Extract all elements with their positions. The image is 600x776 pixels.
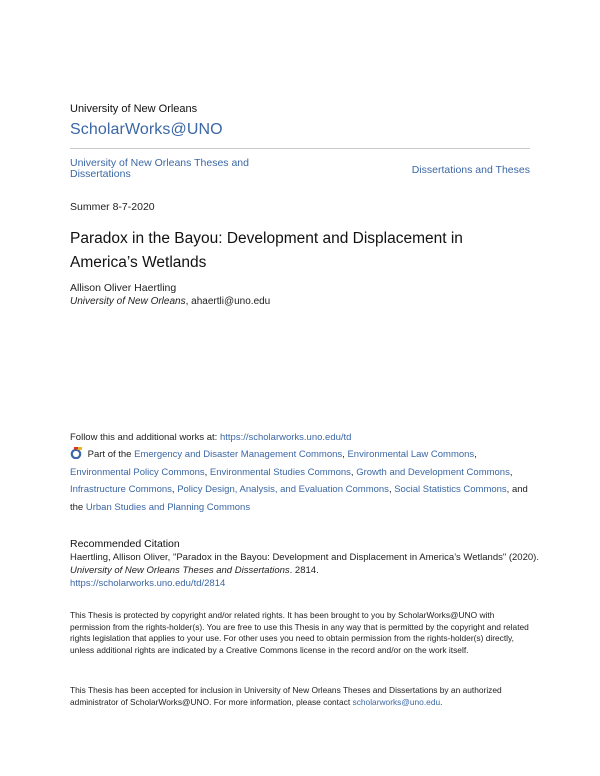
follow-line (70, 432, 351, 443)
author-name: Allison Oliver Haertling (70, 282, 177, 294)
commons-link[interactable]: Environmental Studies Commons (209, 466, 351, 478)
citation-heading: Recommended Citation (70, 538, 180, 550)
rights-statement: This Thesis is protected by copyright and/or related rights. It has been brought to you by ScholarWorks@UNO with permission from the rights-holder(s). You are free to use this Thesis in any way that is permitted by the copyright and related rights legislation that applies to your use. For other uses you need to obtain permission from the rights-holder(s) directly, unless additional rights are indicated by a Creative Commons license in the record and/or on the work itself. (70, 610, 529, 655)
header-divider (70, 148, 530, 149)
series-link[interactable]: Dissertations and Theses (411, 164, 530, 176)
affiliation-name: University of New Orleans (70, 296, 186, 307)
citation-number: . 2814. (289, 565, 319, 576)
citation-url[interactable]: https://scholarworks.uno.edu/td/2814 (70, 578, 226, 589)
follow-link[interactable]: https://scholarworks.uno.edu/td (219, 432, 352, 443)
author-email: , ahaertli@uno.edu (185, 296, 271, 307)
citation-series: University of New Orleans Theses and Dissertations (70, 565, 290, 576)
commons-link[interactable]: Emergency and Disaster Management Commons (134, 449, 343, 460)
commons-link[interactable]: Social Statistics Commons (394, 484, 507, 495)
publication-date: Summer 8-7-2020 (70, 201, 155, 213)
commons-link[interactable]: Infrastructure Commons (70, 484, 172, 495)
follow-prefix: Follow this and additional works at: (70, 432, 220, 443)
part-of-prefix: Part of the (85, 449, 135, 460)
bepress-network-icon (70, 447, 83, 459)
part-of-commons: Part of the Emergency and Disaster Management Commons, Environmental Law Commons, Environmental Policy Commons, Environmental Studies Commons, Growth and Development Commons, Infrastructure Commons, Policy Design, Analysis, and Evaluation Commons, Social Statistics Commons, and the Urban Studies and Planning Commons (70, 449, 528, 513)
commons-link[interactable]: Environmental Law Commons (347, 449, 475, 460)
commons-link[interactable]: Policy Design, Analysis, and Evaluation Commons (177, 484, 389, 495)
contact-email-link[interactable]: scholarworks@uno.edu (352, 696, 441, 707)
author-affiliation (70, 296, 270, 307)
institution-name: University of New Orleans (70, 103, 198, 115)
acceptance-statement: This Thesis has been accepted for inclusion in University of New Orleans Theses and Dissertations by an authorized administrator of ScholarWorks@UNO. For more information, please contact scholarworks@uno.edu. (70, 685, 502, 707)
commons-link[interactable]: Growth and Development Commons (356, 466, 510, 478)
citation-text: Haertling, Allison Oliver, "Paradox in the Bayou: Development and Displacement in America’s Wetlands" (2020). (70, 552, 539, 563)
repository-link[interactable]: ScholarWorks@UNO (70, 121, 223, 138)
commons-link[interactable]: Urban Studies and Planning Commons (85, 501, 251, 513)
collection-link[interactable]: University of New Orleans Theses and Dissertations (70, 157, 249, 180)
commons-link[interactable]: Environmental Policy Commons (70, 466, 205, 478)
acceptance-text: This Thesis has been accepted for inclusion in University of New Orleans Theses and Dissertations by an authorized administrator of ScholarWorks@UNO. For more information, please contact (70, 685, 502, 707)
document-title: Paradox in the Bayou: Development and Displacement in America’s Wetlands (70, 230, 463, 271)
citation-body (70, 551, 540, 590)
